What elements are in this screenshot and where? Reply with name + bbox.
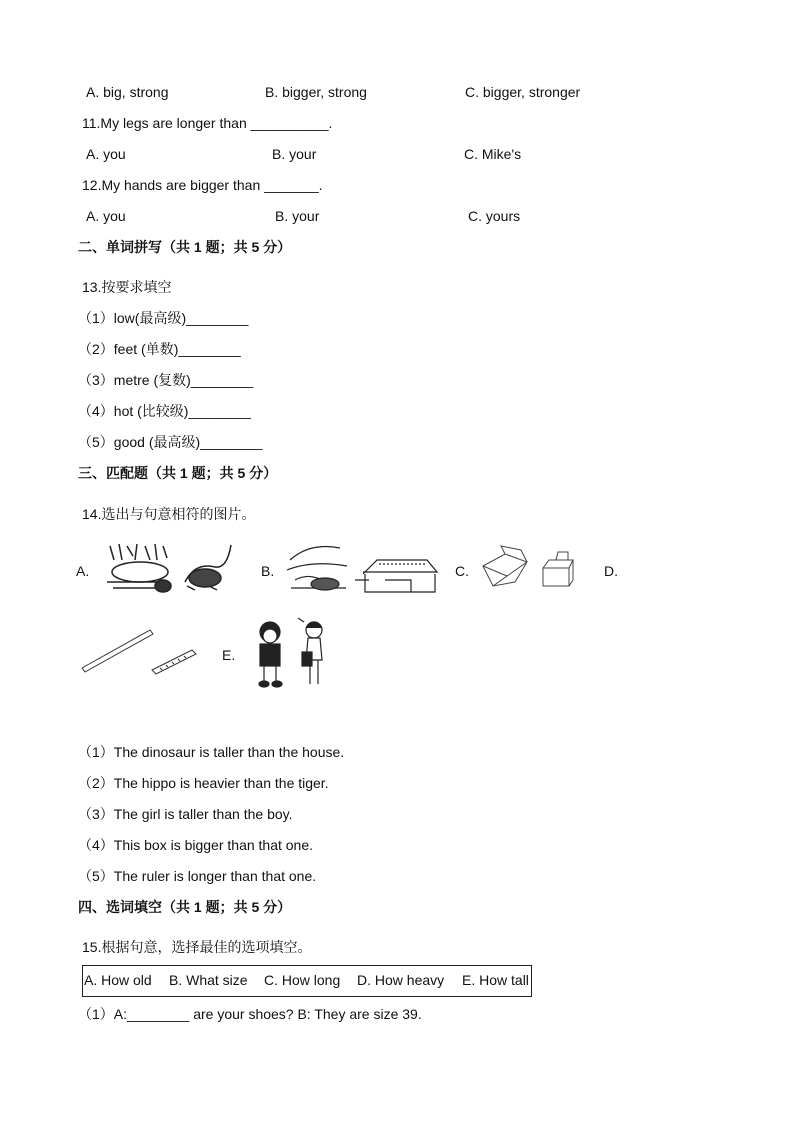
q13-item: （4）hot (比较级)________ — [78, 403, 251, 419]
q12-option-c: C. yours — [468, 208, 521, 224]
q11-option-a: A. you — [86, 146, 126, 162]
q11-stem: 11.My legs are longer than __________. — [82, 115, 333, 131]
q14-item: （2）The hippo is heavier than the tiger. — [78, 775, 329, 791]
word-choice: D. How heavy — [357, 972, 445, 988]
picture-label-a: A. — [76, 563, 90, 579]
picture-label-b: B. — [261, 563, 275, 579]
q15-item: （1）A:________ are your shoes? B: They are size 39. — [78, 1006, 422, 1022]
boxes-picture — [478, 544, 583, 594]
q14-stem: 14.选出与句意相符的图片。 — [82, 506, 256, 522]
hippo-tiger-picture — [105, 542, 240, 594]
word-bank-box — [82, 965, 532, 997]
q11-option-b: B. your — [272, 146, 317, 162]
dinosaur-house-picture — [285, 540, 440, 596]
q14-item: （5）The ruler is longer than that one. — [78, 868, 317, 884]
q11-option-c: C. Mike's — [464, 146, 522, 162]
picture-label-d: D. — [604, 563, 618, 579]
q10-option-a: A. big, strong — [86, 84, 169, 100]
section2-heading: 二、单词拼写（共 1 题；共 5 分） — [78, 239, 292, 255]
rulers-picture — [80, 628, 220, 678]
word-choice: A. How old — [84, 972, 152, 988]
q10-option-c: C. bigger, stronger — [465, 84, 581, 100]
q13-item: （1）low(最高级)________ — [78, 310, 249, 326]
q15-stem: 15.根据句意，选择最佳的选项填空。 — [82, 939, 312, 955]
word-choice: E. How tall — [462, 972, 529, 988]
q13-item: （5）good (最高级)________ — [78, 434, 263, 450]
word-choice: C. How long — [264, 972, 341, 988]
section4-heading: 四、选词填空（共 1 题；共 5 分） — [78, 899, 292, 915]
q12-option-b: B. your — [275, 208, 320, 224]
section3-heading: 三、匹配题（共 1 题；共 5 分） — [78, 465, 278, 481]
q14-item: （3）The girl is taller than the boy. — [78, 806, 293, 822]
q10-option-b: B. bigger, strong — [265, 84, 367, 100]
q12-option-a: A. you — [86, 208, 126, 224]
q12-stem: 12.My hands are bigger than _______. — [82, 177, 323, 193]
picture-label-e: E. — [222, 647, 236, 663]
q13-item: （2）feet (单数)________ — [78, 341, 241, 357]
q13-stem: 13.按要求填空 — [82, 279, 172, 295]
word-choice: B. What size — [169, 972, 248, 988]
q14-item: （4）This box is bigger than that one. — [78, 837, 314, 853]
picture-label-c: C. — [455, 563, 469, 579]
boy-girl-picture — [250, 616, 335, 690]
q13-item: （3）metre (复数)________ — [78, 372, 254, 388]
q14-item: （1）The dinosaur is taller than the house. — [78, 744, 345, 760]
